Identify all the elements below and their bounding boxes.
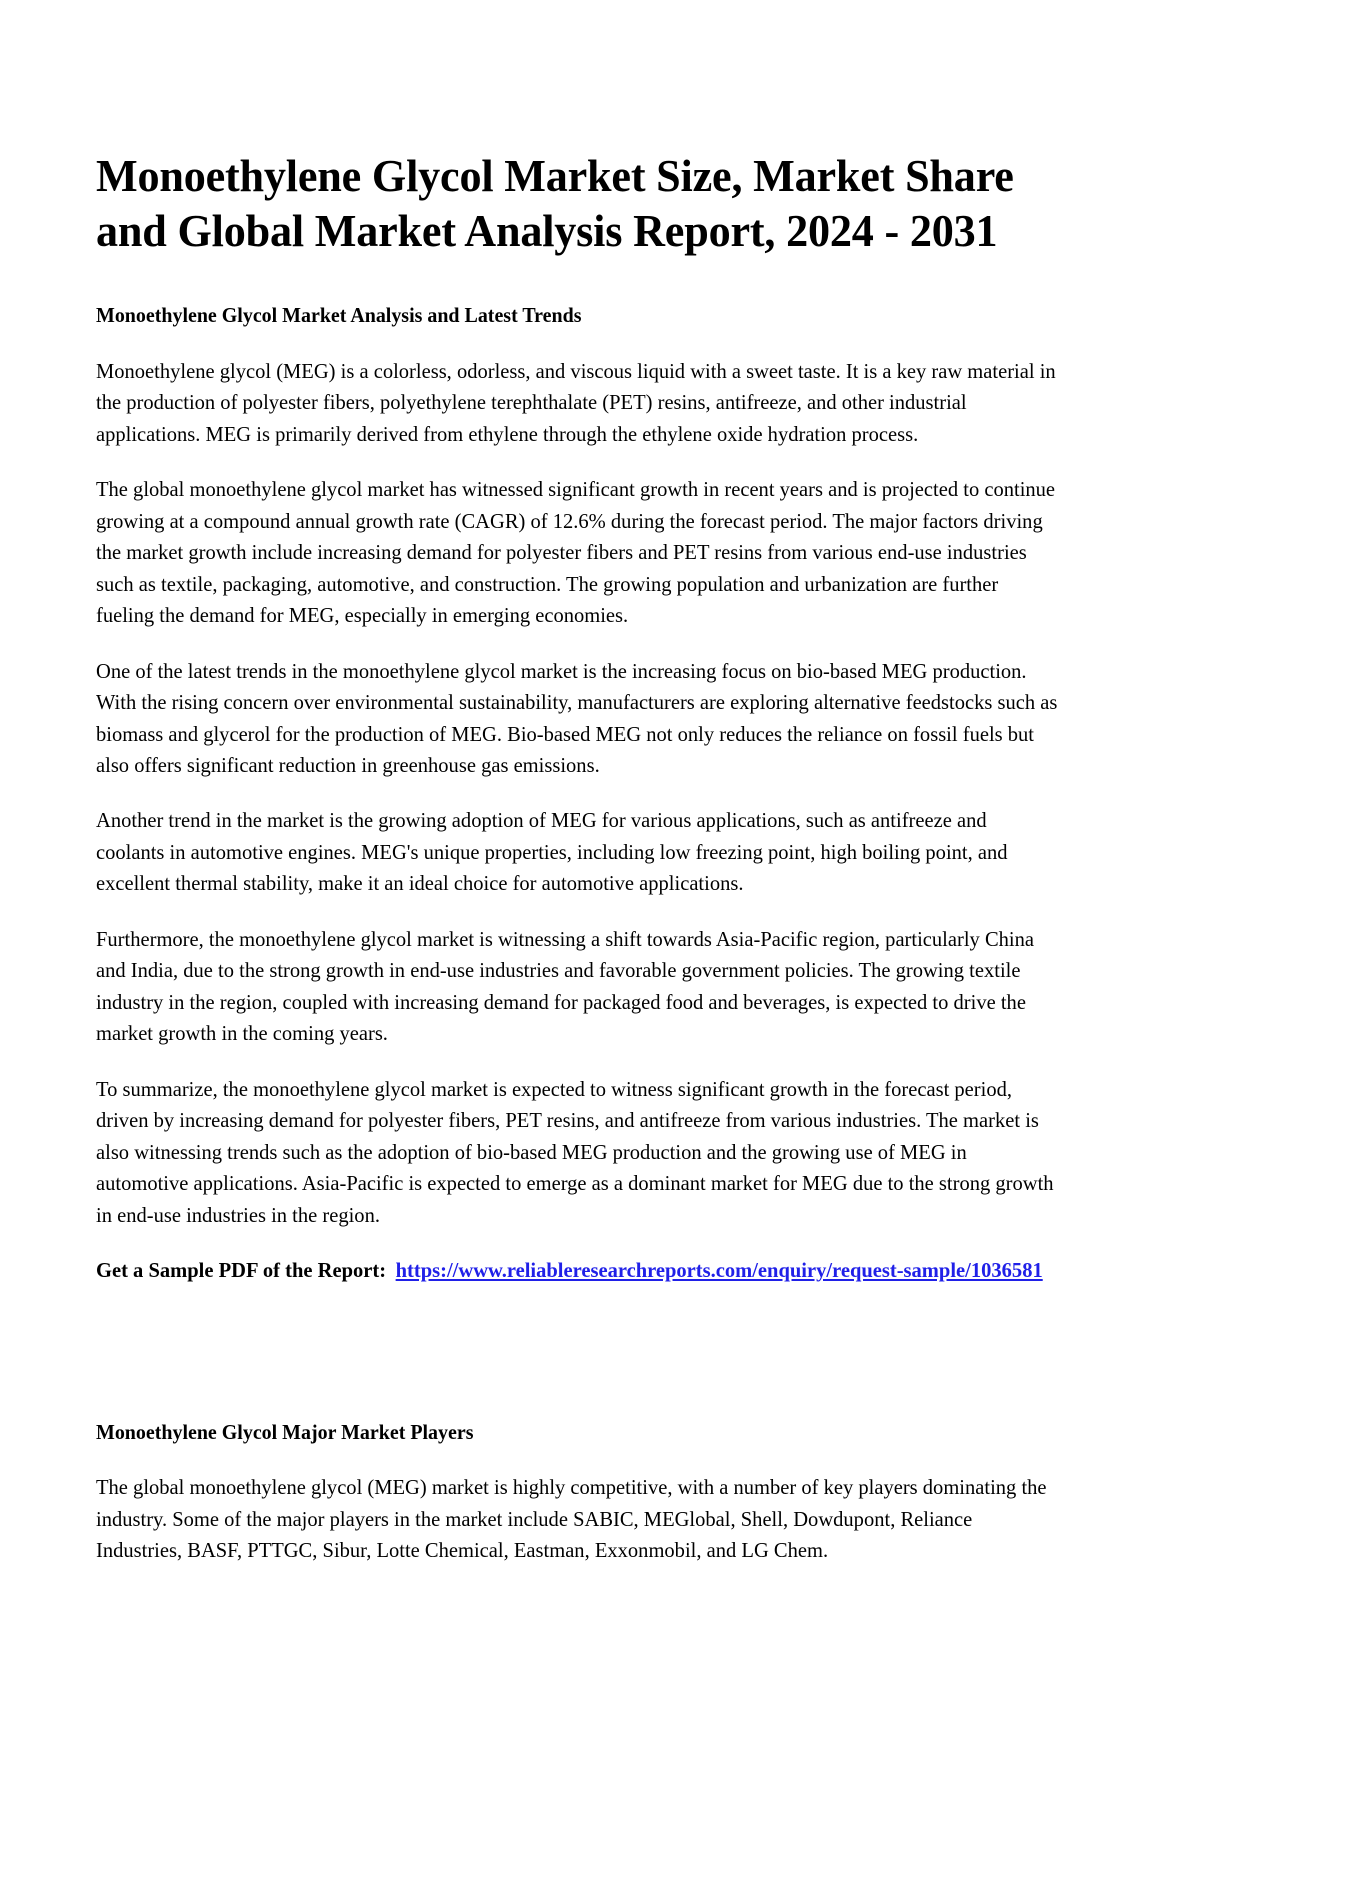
section-heading-analysis: Monoethylene Glycol Market Analysis and Latest Trends — [96, 303, 582, 328]
paragraph-major-players: The global monoethylene glycol (MEG) market is highly competitive, with a number of key players dominating the industry. Some of the major players in the market include SABIC, MEGlobal, Shell, Dowdupont, Reliance Industries, BASF, PTTGC, Sibur, Lotte Chemical, Eastman, Exxonmobil, and LG Chem. — [96, 1475, 1047, 1563]
paragraph-summary: To summarize, the monoethylene glycol market is expected to witness significant growth in the forecast period, driven by increasing demand for polyester fibers, PET resins, and antifreeze from various industries. The market is also witnessing trends such as the adoption of bio-based MEG production and the growing use of MEG in automotive applications. Asia-Pacific is expected to emerge as a dominant market for MEG due to the strong growth in end-use industries in the region. — [96, 1076, 1054, 1227]
paragraph-intro: Monoethylene glycol (MEG) is a colorless, odorless, and viscous liquid with a sweet taste. It is a key raw material in the production of polyester fibers, polyethylene terephthalate (PET) resins, antifreeze, and other industrial applications. MEG is primarily derived from ethylene through the ethylene oxide hydration process. — [96, 358, 1056, 446]
page-title: Monoethylene Glycol Market Size, Market Share and Global Market Analysis Report, 2024 - 2031 — [96, 150, 1014, 257]
paragraph-market-growth: The global monoethylene glycol market has witnessed significant growth in recent years and is projected to continue growing at a compound annual growth rate (CAGR) of 12.6% during the forecast period. The major factors driving the market growth include increasing demand for polyester fibers and PET resins from various end-use industries such as textile, packaging, automotive, and construction. The growing population and urbanization are further fueling the demand for MEG, especially in emerging economies. — [96, 477, 1056, 628]
sample-pdf-link-row — [96, 1255, 1058, 1286]
document-content — [96, 148, 1058, 1567]
paragraph-asia-pacific: Furthermore, the monoethylene glycol market is witnessing a shift towards Asia-Pacific region, particularly China and India, due to the strong growth in end-use industries and favorable government policies. The growing textile industry in the region, coupled with increasing demand for packaged food and beverages, is expected to drive the market growth in the coming years. — [96, 926, 1034, 1046]
paragraph-automotive-trend: Another trend in the market is the growing adoption of MEG for various applications, such as antifreeze and coolants in automotive engines. MEG's unique properties, including low freezing point, high boiling point, and excellent thermal stability, make it an ideal choice for automotive applications. — [96, 808, 1008, 896]
section-heading-major-players: Monoethylene Glycol Major Market Players — [96, 1419, 474, 1444]
paragraph-biobased-trend: One of the latest trends in the monoethylene glycol market is the increasing focus on bio-based MEG production. With the rising concern over environmental sustainability, manufacturers are exploring alternative feedstocks such as biomass and glycerol for the production of MEG. Bio-based MEG not only reduces the reliance on fossil fuels but also offers significant reduction in greenhouse gas emissions. — [96, 658, 1058, 777]
section-spacer — [96, 1311, 1058, 1419]
sample-pdf-link[interactable]: https://www.reliableresearchreports.com/enquiry/request-sample/1036581 — [395, 1258, 1043, 1283]
sample-pdf-label: Get a Sample PDF of the Report: — [96, 1258, 387, 1283]
